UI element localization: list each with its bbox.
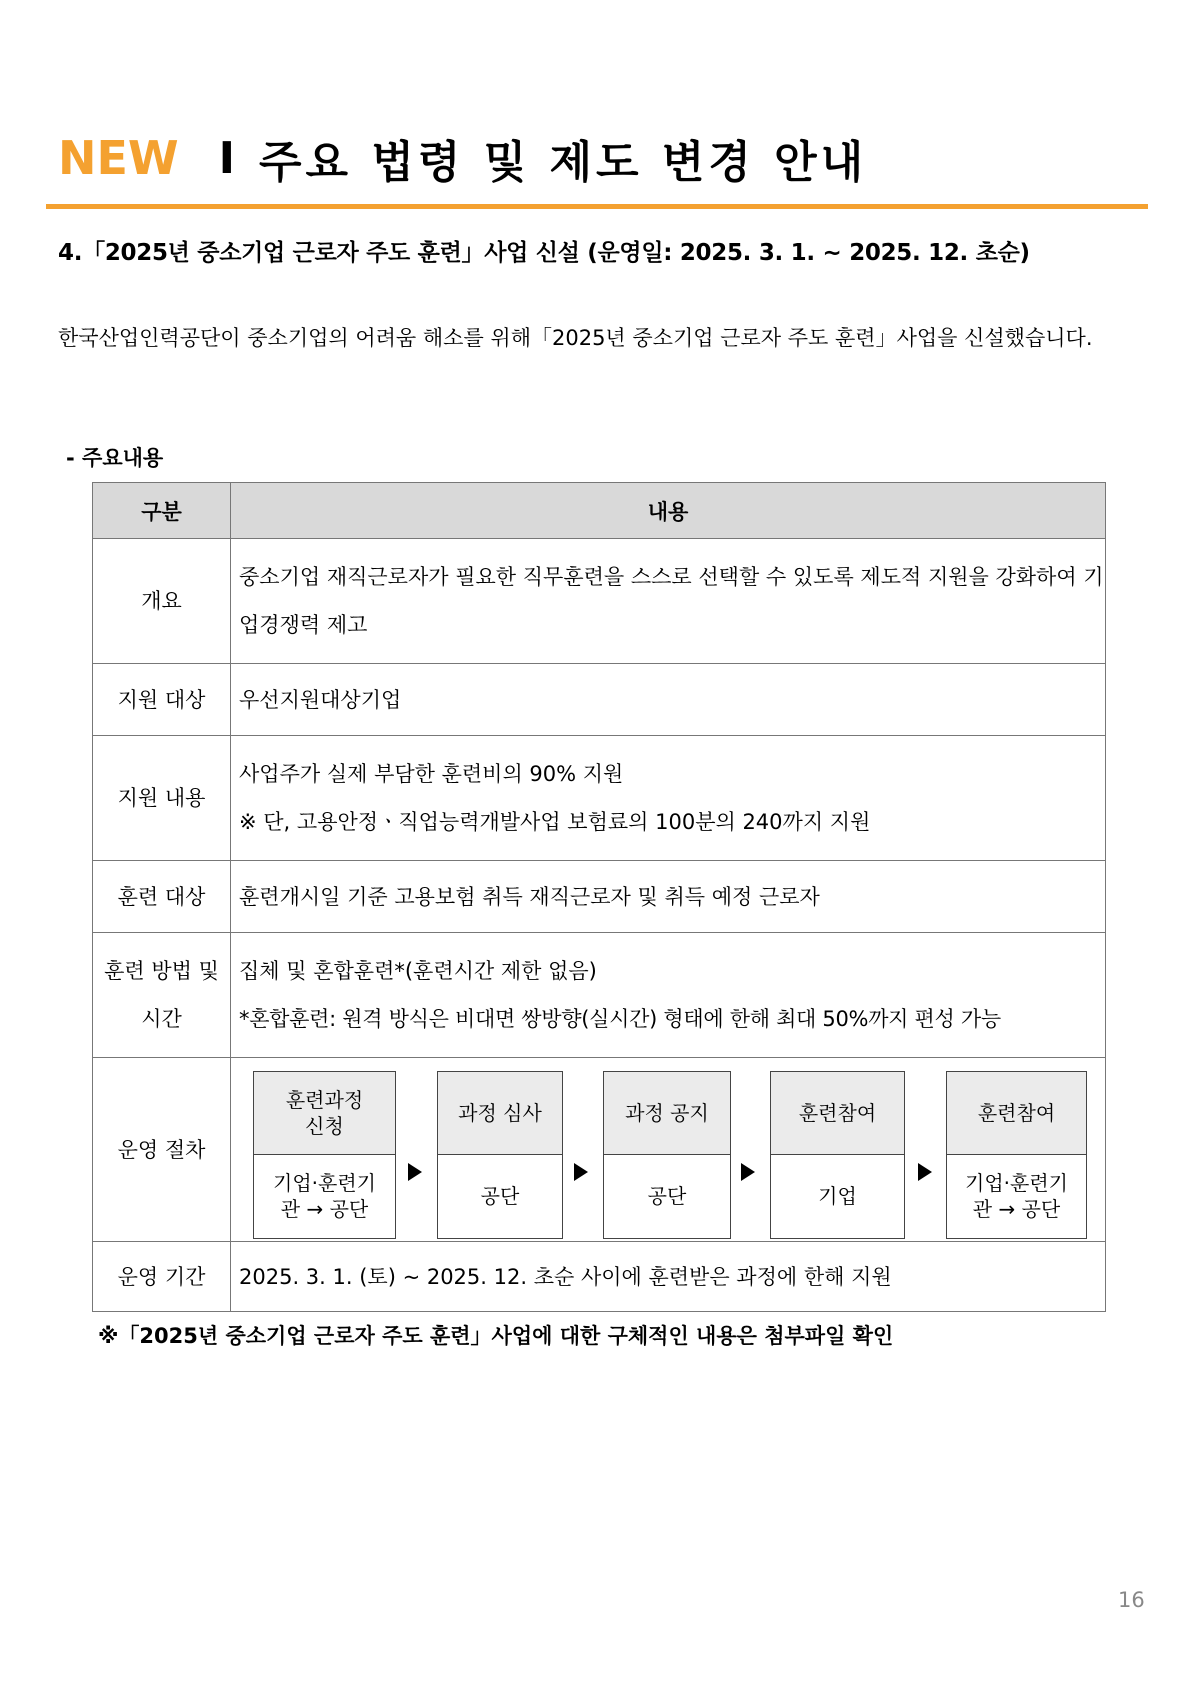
arrow-right-icon [408,1163,422,1181]
header-separator: I [218,132,236,184]
process-step [253,1071,396,1239]
table-row [93,861,1106,933]
row-content: 2025. 3. 1. (토) ~ 2025. 12. 초순 사이에 훈련받은 과정에 한해 지원 [231,1242,1106,1312]
row-content [231,736,1106,861]
table-row [93,933,1106,1058]
process-step-actor: 공단 [480,1184,520,1208]
col-header-category: 구분 [93,483,231,539]
process-step-title: 훈련과정 신청 [254,1072,395,1155]
row-label: 지원 대상 [93,664,231,736]
row-label: 운영 기간 [93,1242,231,1312]
new-badge: NEW [58,131,179,185]
row-content: 훈련개시일 기준 고용보험 취득 재직근로자 및 취득 예정 근로자 [231,861,1106,933]
row-label: 훈련 방법 및 시간 [93,933,231,1058]
col-header-content: 내용 [231,483,1106,539]
process-step-title: 훈련참여 [947,1072,1086,1155]
table-row [93,664,1106,736]
page-header [58,128,867,188]
process-step-actor: 기업·훈련기관 → 공단 [273,1171,376,1221]
table-row [93,736,1106,861]
intro-paragraph: 한국산업인력공단이 중소기업의 어려움 해소를 위해「2025년 중소기업 근로자 주도 훈련」사업을 신설했습니다. [58,326,1093,350]
process-step-actor: 공단 [647,1184,687,1208]
row-label: 지원 내용 [93,736,231,861]
arrow-right-icon [574,1163,588,1181]
process-step [603,1071,731,1239]
section-title: 4.「2025년 중소기업 근로자 주도 훈련」사업 신설 (운영일: 2025. 3. 1. ~ 2025. 12. 초순) [58,240,1030,266]
row-content: 우선지원대상기업 [231,664,1106,736]
process-step-actor: 기업·훈련기관 → 공단 [965,1171,1068,1221]
process-step-title: 훈련참여 [771,1072,904,1155]
process-step [946,1071,1087,1239]
process-step [770,1071,905,1239]
main-content-table [92,482,1106,1312]
process-step [437,1071,563,1239]
row-content: 중소기업 재직근로자가 필요한 직무훈련을 스스로 선택할 수 있도록 제도적 지원을 강화하여 기업경쟁력 제고 [231,539,1106,664]
process-step-title: 과정 공지 [604,1072,730,1155]
header-rule [46,204,1148,209]
page-number: 16 [1118,1588,1145,1612]
row-label: 훈련 대상 [93,861,231,933]
row-content [231,933,1106,1058]
subheading-main-content: - 주요내용 [66,446,164,470]
content-line: 집체 및 혼합훈련*(훈련시간 제한 없음) [239,959,597,983]
table-header-row [93,483,1106,539]
content-line: 사업주가 실제 부담한 훈련비의 90% 지원 [239,762,624,786]
footnote: ※「2025년 중소기업 근로자 주도 훈련」사업에 대한 구체적인 내용은 첨부파일 확인 [98,1324,894,1348]
process-flow [231,1059,1105,1241]
content-line: ※ 단, 고용안정ㆍ직업능력개발사업 보험료의 100분의 240까지 지원 [239,810,871,834]
process-step-title: 과정 심사 [438,1072,562,1155]
process-flow-cell [231,1058,1106,1242]
table-row [93,1242,1106,1312]
table-row [93,1058,1106,1242]
process-step-actor: 기업 [818,1184,857,1208]
page-title: 주요 법령 및 제도 변경 안내 [259,137,868,188]
content-line: *혼합훈련: 원격 방식은 비대면 쌍방향(실시간) 형태에 한해 최대 50%까지 편성 가능 [239,1007,1001,1031]
arrow-right-icon [918,1163,932,1181]
row-label: 개요 [93,539,231,664]
row-label: 운영 절차 [93,1058,231,1242]
arrow-right-icon [741,1163,755,1181]
table-row [93,539,1106,664]
